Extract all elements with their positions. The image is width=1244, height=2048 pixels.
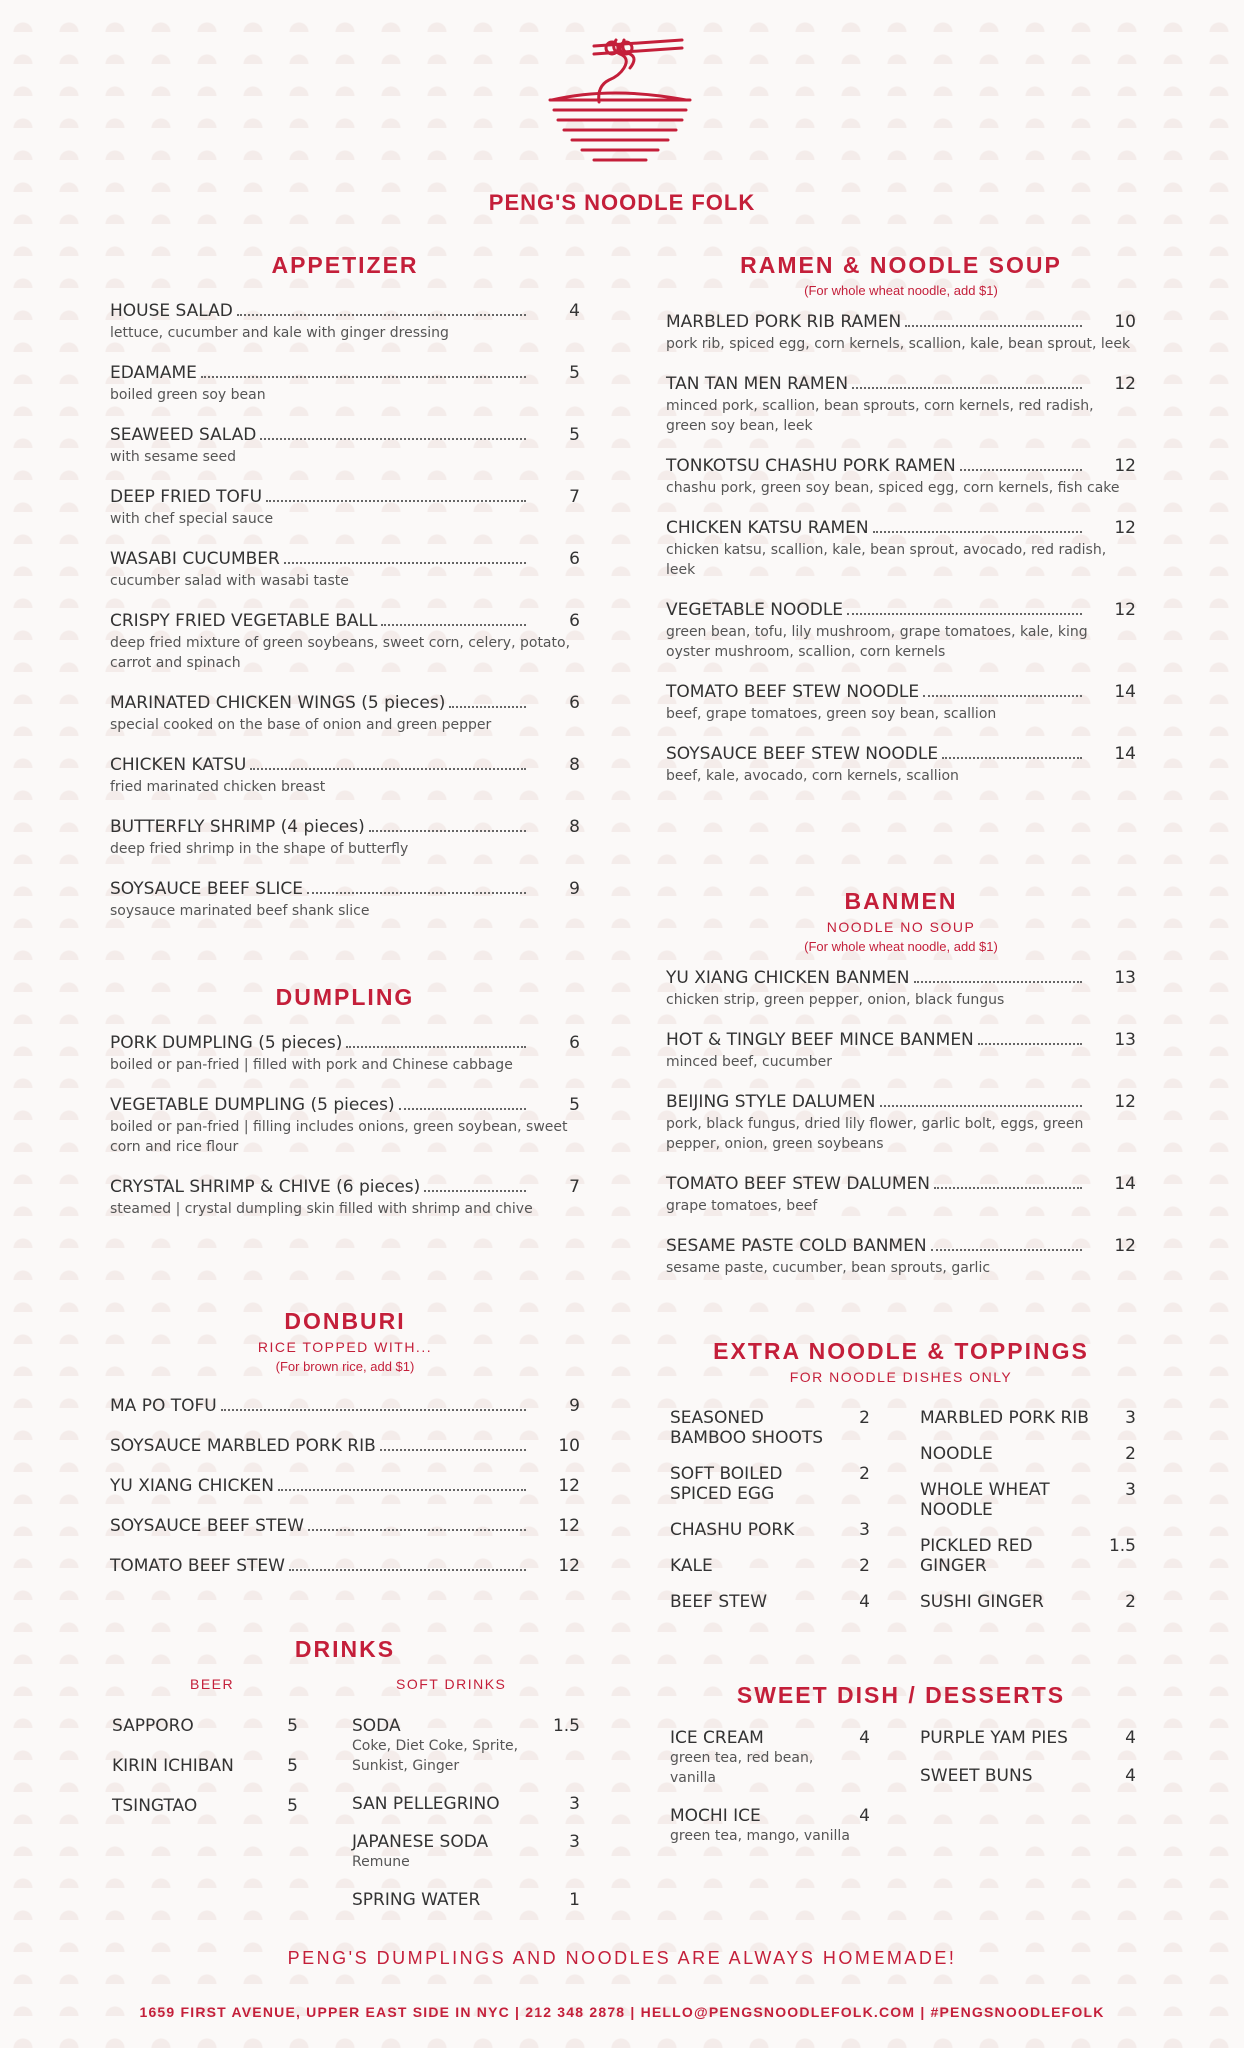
section-title: DONBURI [284,1308,406,1334]
menu-item-price: 2 [859,1408,870,1428]
menu-item-row [670,1464,870,1504]
menu-item-row [920,1592,1136,1612]
dot-leader [289,1569,526,1571]
menu-item-desc: beef, kale, avocado, corn kernels, scallion [666,768,959,784]
menu-item-desc: with sesame seed [110,449,237,465]
menu-item-price: 2 [859,1556,870,1576]
menu-item-row [110,1177,580,1197]
menu-item-desc: soysauce marinated beef shank slice [110,903,370,919]
dot-leader [278,1489,526,1491]
section-note: (For brown rice, add $1) [275,1359,415,1374]
menu-item-row [920,1408,1136,1428]
footer-contact: 1659 FIRST AVENUE, UPPER EAST SIDE IN NYC | 212 348 2878 | HELLO@PENGSNOODLEFOLK.COM | #PENGSNOODLEFOLK [139,2004,1105,2020]
menu-item-desc: deep fried mixture of green soybeans, sweet corn, celery, potato, carrot and spinach [110,635,571,671]
menu-item-price: 5 [287,1716,298,1736]
menu-item-price: 4 [1125,1728,1136,1748]
dot-leader [380,1449,526,1451]
menu-item-price: 10 [558,1436,580,1456]
menu-item-row [110,1476,580,1496]
menu-item-name: SUSHI GINGER [920,1592,1044,1612]
dot-leader [307,892,526,894]
section-desserts [666,1682,1136,1902]
menu-item [666,600,1136,662]
menu-item [920,1592,1136,1612]
menu-item [666,1030,1136,1072]
beer-heading: BEER [190,1676,235,1692]
menu-item-row [920,1480,1136,1520]
menu-item [110,487,580,529]
menu-item-price: 10 [1114,312,1136,332]
menu-item-desc: grape tomatoes, beef [666,1198,818,1214]
menu-item [666,744,1136,786]
menu-item-row [110,549,580,569]
dot-leader [346,1046,526,1048]
section-extras [666,1338,1136,1638]
menu-item [670,1556,870,1576]
menu-item [666,968,1136,1010]
menu-item-name: HOT & TINGLY BEEF MINCE BANMEN [666,1030,974,1050]
menu-item-price: 5 [569,1095,580,1115]
menu-item-price: 4 [569,301,580,321]
menu-item-row [666,456,1136,476]
dot-leader [250,768,526,770]
menu-item-name: TOMATO BEEF STEW NOODLE [666,682,920,702]
section-drinks [110,1636,580,1910]
menu-item [920,1480,1136,1520]
menu-item-name: TOMATO BEEF STEW DALUMEN [666,1174,930,1194]
section-title: EXTRA NOODLE & TOPPINGS [713,1338,1089,1364]
menu-item-name: TONKOTSU CHASHU PORK RAMEN [666,456,956,476]
menu-item-desc: green tea, red bean, vanilla [670,1750,814,1786]
menu-item-name: SOYSAUCE BEEF STEW NOODLE [666,744,939,764]
menu-item [670,1464,870,1504]
menu-item-desc: minced pork, scallion, bean sprouts, corn kernels, red radish, green soy bean, leek [666,398,1094,434]
menu-item-row [352,1832,580,1852]
menu-item-name: SOYSAUCE BEEF SLICE [110,879,304,899]
menu-item-price: 7 [569,1177,580,1197]
menu-item-price: 1.5 [552,1716,580,1736]
menu-item-price: 6 [569,693,580,713]
menu-item-name: NOODLE [920,1444,993,1464]
menu-item-price: 4 [859,1592,870,1612]
menu-item-price: 13 [1114,1030,1136,1050]
menu-item [110,1476,580,1496]
menu-item [670,1520,870,1540]
menu-item [670,1728,870,1788]
menu-item-price: 14 [1114,744,1136,764]
menu-item-row [666,518,1136,538]
menu-item-row [110,693,580,713]
menu-item-row [110,1396,580,1416]
menu-item [112,1716,298,1736]
menu-item-desc: chicken katsu, scallion, kale, bean sprout, avocado, red radish, leek [666,542,1107,578]
menu-item-price: 2 [1125,1592,1136,1612]
section-title: BANMEN [844,888,958,914]
menu-item-desc: fried marinated chicken breast [110,779,326,795]
menu-item-row [110,1033,580,1053]
menu-item-name: MARBLED PORK RIB [920,1408,1089,1428]
menu-item-price: 5 [287,1796,298,1816]
menu-item-row [666,1092,1136,1112]
menu-item-price: 12 [1114,600,1136,620]
menu-item-row [110,1516,580,1536]
menu-item-name: MOCHI ICE [670,1806,761,1826]
menu-item [666,374,1136,436]
menu-item [110,1033,580,1075]
section-subtitle: FOR NOODLE DISHES ONLY [789,1369,1013,1385]
menu-item [110,611,580,673]
menu-item-row [110,879,580,899]
menu-item-name: CHICKEN KATSU [110,755,247,775]
dot-leader [847,613,1082,615]
menu-item-price: 8 [569,817,580,837]
section-subtitle: NOODLE NO SOUP [826,919,976,935]
menu-item [920,1444,1136,1464]
menu-item-name: BUTTERFLY SHRIMP (4 pieces) [110,817,365,837]
menu-item-row [110,611,580,631]
menu-item-desc: boiled or pan-fried | filling includes onions, green soybean, sweet corn and rice flour [110,1119,568,1155]
menu-item [110,1436,580,1456]
menu-item-desc: Remune [352,1854,410,1870]
menu-item-price: 3 [1125,1408,1136,1428]
menu-item-row [666,968,1136,988]
menu-item-name: SOYSAUCE BEEF STEW [110,1516,304,1536]
menu-item-desc: pork, black fungus, dried lily flower, garlic bolt, eggs, green pepper, onion, green soybeans [666,1116,1084,1152]
menu-item-name: PICKLED RED GINGER [920,1536,1033,1576]
section-dumpling [110,984,580,1239]
menu-item [352,1794,580,1814]
menu-item-price: 14 [1114,682,1136,702]
menu-item-name: KIRIN ICHIBAN [112,1756,234,1776]
dot-leader [369,830,526,832]
menu-item-row [670,1592,870,1612]
menu-item-price: 12 [1114,1092,1136,1112]
menu-item [110,425,580,467]
section-title: RAMEN & NOODLE SOUP [740,252,1062,278]
menu-item-row [110,1556,580,1576]
menu-item-row [110,363,580,383]
menu-item-row [666,1174,1136,1194]
menu-item-price: 12 [1114,518,1136,538]
menu-item-desc: boiled or pan-fried | filled with pork and Chinese cabbage [110,1057,513,1073]
menu-item [670,1592,870,1612]
menu-item [110,1396,580,1416]
dot-leader [923,695,1082,697]
menu-item-desc: boiled green soy bean [110,387,266,403]
section-note: (For whole wheat noodle, add $1) [804,939,998,954]
menu-item-row [920,1444,1136,1464]
menu-item-price: 6 [569,611,580,631]
menu-item-desc: beef, grape tomatoes, green soy bean, scallion [666,706,997,722]
dot-leader [960,469,1082,471]
menu-item-row [110,817,580,837]
menu-item-price: 1.5 [1108,1536,1136,1556]
menu-item-row [666,600,1136,620]
menu-item-price: 3 [1125,1480,1136,1500]
menu-item-price: 5 [569,363,580,383]
menu-item [666,518,1136,580]
section-title: DUMPLING [275,984,415,1010]
menu-item-name: MARINATED CHICKEN WINGS (5 pieces) [110,693,446,713]
menu-item-name: SOYSAUCE MARBLED PORK RIB [110,1436,376,1456]
menu-item [920,1408,1136,1428]
menu-item-row [666,682,1136,702]
menu-item-row [112,1796,298,1816]
menu-item-price: 3 [569,1832,580,1852]
menu-item [666,1174,1136,1216]
menu-item-name: PURPLE YAM PIES [920,1728,1068,1748]
menu-item [666,682,1136,724]
menu-item-price: 9 [569,1396,580,1416]
menu-item-price: 2 [859,1464,870,1484]
menu-item [920,1536,1136,1576]
menu-item [110,817,580,859]
menu-item-price: 3 [569,1794,580,1814]
menu-item-row [670,1556,870,1576]
menu-item-price: 12 [558,1476,580,1496]
logo [0,28,1244,178]
dot-leader [260,438,526,440]
section-banmen [666,888,1136,1298]
menu-item [110,879,580,921]
dot-leader [978,1043,1082,1045]
menu-item-desc: with chef special sauce [110,511,274,527]
menu-item-price: 12 [1114,456,1136,476]
menu-item [666,1092,1136,1154]
menu-item-name: VEGETABLE NOODLE [666,600,844,620]
menu-item-desc: special cooked on the base of onion and green pepper [110,717,492,733]
menu-item-row [666,1030,1136,1050]
dot-leader [201,376,526,378]
menu-item-name: TOMATO BEEF STEW [110,1556,285,1576]
noodle-bowl-icon [532,28,712,178]
menu-item-name: VEGETABLE DUMPLING (5 pieces) [110,1095,395,1115]
section-note: (For whole wheat noodle, add $1) [804,283,998,298]
menu-item-row [670,1728,870,1748]
menu-item [666,456,1136,498]
menu-item-desc: minced beef, cucumber [666,1054,833,1070]
menu-item-name: EDAMAME [110,363,197,383]
menu-item-desc: green bean, tofu, lily mushroom, grape tomatoes, kale, king oyster mushroom, scallion, corn kernels [666,624,1088,660]
menu-item [110,1516,580,1536]
brand-name: PENG'S NOODLE FOLK [488,190,756,215]
menu-item [352,1832,580,1872]
soft-drinks-heading: SOFT DRINKS [396,1676,507,1692]
section-ramen [666,252,1136,806]
menu-item [112,1756,298,1776]
menu-item-price: 8 [569,755,580,775]
menu-item-row [110,487,580,507]
menu-item-name: TAN TAN MEN RAMEN [666,374,849,394]
menu-item-name: CHICKEN KATSU RAMEN [666,518,869,538]
section-title: DRINKS [294,1636,396,1662]
menu-item-name: ICE CREAM [670,1728,764,1748]
dot-leader [931,1249,1082,1251]
menu-item-name: SESAME PASTE COLD BANMEN [666,1236,927,1256]
section-appetizer [110,252,580,941]
menu-item-name: HOUSE SALAD [110,301,233,321]
menu-item-name: SEAWEED SALAD [110,425,257,445]
menu-item-desc: cucumber salad with wasabi taste [110,573,349,589]
menu-item-row [666,312,1136,332]
menu-item-price: 5 [569,425,580,445]
menu-item-row [920,1536,1136,1576]
menu-item-desc: steamed | crystal dumpling skin filled with shrimp and chive [110,1201,533,1217]
menu-item-row [110,301,580,321]
menu-item-price: 12 [558,1516,580,1536]
menu-item-row [920,1766,1136,1786]
menu-item-price: 1 [569,1890,580,1910]
menu-item-row [666,1236,1136,1256]
menu-item-row [670,1408,870,1448]
dot-leader [942,757,1082,759]
menu-item-desc: lettuce, cucumber and kale with ginger dressing [110,325,449,341]
footer-tagline: PENG'S DUMPLINGS AND NOODLES ARE ALWAYS HOMEMADE! [287,1948,957,1968]
menu-item-price: 7 [569,487,580,507]
menu-item-row [666,744,1136,764]
menu-item-row [920,1728,1136,1748]
menu-item-desc: chashu pork, green soy bean, spiced egg, corn kernels, fish cake [666,480,1120,496]
menu-item-price: 12 [558,1556,580,1576]
menu-item [110,693,580,735]
menu-item-name: MARBLED PORK RIB RAMEN [666,312,902,332]
menu-item-price: 6 [569,549,580,569]
dot-leader [880,1105,1082,1107]
menu-item-name: KALE [670,1556,713,1576]
dot-leader [852,387,1082,389]
menu-item-price: 12 [1114,1236,1136,1256]
menu-item-desc: chicken strip, green pepper, onion, black fungus [666,992,1005,1008]
menu-item-row [110,1095,580,1115]
section-donburi [110,1308,580,1596]
section-subtitle: RICE TOPPED WITH... [257,1339,433,1355]
menu-item-desc: pork rib, spiced egg, corn kernels, scallion, kale, bean sprout, leek [666,336,1131,352]
menu-item-desc: deep fried shrimp in the shape of butterfly [110,841,409,857]
menu-item-row [670,1520,870,1540]
menu-item-row [670,1806,870,1826]
menu-item-row [352,1890,580,1910]
menu-item [110,301,580,343]
dot-leader [449,706,526,708]
menu-item [110,363,580,405]
menu-item-name: CHASHU PORK [670,1520,795,1540]
menu-item [666,312,1136,354]
menu-item-desc: sesame paste, cucumber, bean sprouts, garlic [666,1260,991,1276]
menu-item-price: 14 [1114,1174,1136,1194]
menu-item [670,1408,870,1448]
menu-item-price: 4 [859,1728,870,1748]
menu-item-name: DEEP FRIED TOFU [110,487,263,507]
menu-item-name: WASABI CUCUMBER [110,549,280,569]
menu-item-price: 12 [1114,374,1136,394]
menu-item-name: TSINGTAO [112,1796,198,1816]
menu-item-name: SEASONED BAMBOO SHOOTS [670,1408,823,1448]
menu-item-name: YU XIANG CHICKEN [110,1476,274,1496]
menu-item-name: SWEET BUNS [920,1766,1033,1786]
menu-item [110,549,580,591]
menu-item [920,1766,1136,1786]
menu-item-name: MA PO TOFU [110,1396,217,1416]
menu-item [112,1796,298,1816]
menu-item-name: CRYSTAL SHRIMP & CHIVE (6 pieces) [110,1177,421,1197]
menu-item-name: BEEF STEW [670,1592,768,1612]
dot-leader [381,624,526,626]
menu-item-row [112,1756,298,1776]
menu-item-row [110,425,580,445]
menu-item-row [112,1716,298,1736]
menu-item-name: SODA [352,1716,401,1736]
dot-leader [221,1409,526,1411]
menu-item [110,755,580,797]
menu-item-name: CRISPY FRIED VEGETABLE BALL [110,611,378,631]
menu-item-row [352,1716,580,1736]
menu-item-price: 6 [569,1033,580,1053]
menu-item-price: 13 [1114,968,1136,988]
menu-item-name: SOFT BOILED SPICED EGG [670,1464,783,1504]
menu-item [110,1177,580,1219]
menu-item-price: 9 [569,879,580,899]
dot-leader [934,1187,1082,1189]
dot-leader [284,562,526,564]
menu-item-row [110,755,580,775]
dot-leader [237,314,526,316]
menu-item-desc: Coke, Diet Coke, Sprite, Sunkist, Ginger [352,1738,519,1774]
menu-item-name: SAN PELLEGRINO [352,1794,500,1814]
menu-item-name: YU XIANG CHICKEN BANMEN [666,968,910,988]
menu-item-price: 4 [859,1806,870,1826]
menu-item [110,1556,580,1576]
dot-leader [399,1108,526,1110]
menu-item-name: WHOLE WHEAT NOODLE [920,1480,1050,1520]
menu-item [352,1716,580,1776]
dot-leader [873,531,1082,533]
section-title: SWEET DISH / DESSERTS [736,1682,1066,1708]
dot-leader [266,500,526,502]
menu-item-price: 3 [859,1520,870,1540]
menu-item-price: 5 [287,1756,298,1776]
menu-item-row [110,1436,580,1456]
menu-item-row [666,374,1136,394]
menu-item [352,1890,580,1910]
menu-item-name: SPRING WATER [352,1890,481,1910]
dot-leader [914,981,1083,983]
menu-item-name: SAPPORO [112,1716,194,1736]
dot-leader [424,1190,526,1192]
menu-item-price: 2 [1125,1444,1136,1464]
menu-item [920,1728,1136,1748]
menu-item [670,1806,870,1846]
section-title: APPETIZER [271,252,419,278]
dot-leader [905,325,1082,327]
menu-item-name: BEIJING STYLE DALUMEN [666,1092,876,1112]
menu-item [110,1095,580,1157]
menu-item-desc: green tea, mango, vanilla [670,1828,850,1844]
menu-item-name: PORK DUMPLING (5 pieces) [110,1033,343,1053]
dot-leader [308,1529,526,1531]
menu-item-row [352,1794,580,1814]
menu-item-price: 4 [1125,1766,1136,1786]
menu-item [666,1236,1136,1278]
menu-item-name: JAPANESE SODA [352,1832,489,1852]
